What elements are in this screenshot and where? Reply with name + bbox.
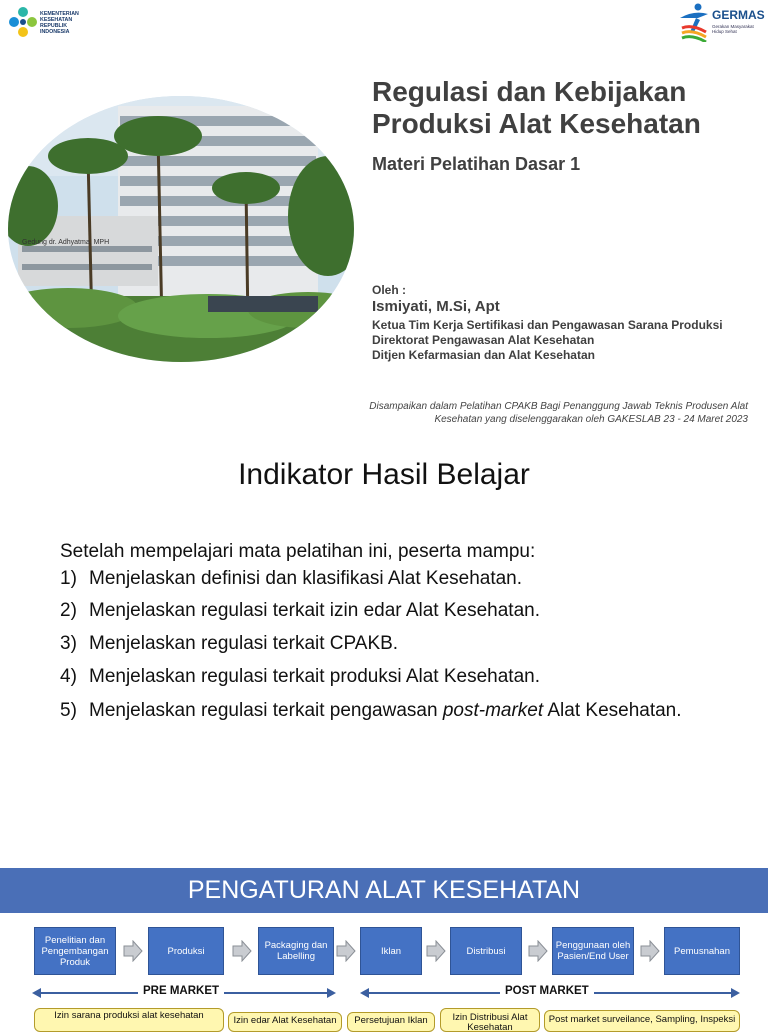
regulation-flow-slide [0, 864, 768, 1032]
objective-text: Menjelaskan regulasi terkait pengawasan [89, 700, 443, 721]
kemenkes-emblem-icon [8, 6, 38, 38]
objective-text: Menjelaskan regulasi terkait CPAKB. [89, 633, 399, 654]
germas-logo-tagline: Gerakan Masyarakat Hidup Sehat [712, 24, 754, 34]
objective-item [60, 698, 700, 723]
objective-text: Menjelaskan definisi dan klasifikasi Alat Kesehatan. [89, 568, 523, 589]
flow-step-usage: Penggunaan oleh Pasien/End User [552, 927, 634, 975]
objective-number: 1) [60, 568, 77, 589]
requirement-advertising-approval: Persetujuan Iklan [347, 1012, 435, 1032]
arrow-right-icon [528, 940, 548, 962]
objective-item [60, 631, 700, 656]
objective-text: Menjelaskan regulasi terkait izin edar Alat Kesehatan. [89, 600, 540, 621]
arrow-right-icon [640, 940, 660, 962]
presentation-title: Regulasi dan Kebijakan Produksi Alat Kesehatan [372, 76, 701, 139]
intro-text: Setelah mempelajari mata pelatihan ini, peserta mampu: [60, 541, 536, 562]
objective-number: 2) [60, 600, 77, 621]
building-photo [8, 96, 354, 362]
presentation-subtitle: Materi Pelatihan Dasar 1 [372, 154, 581, 174]
building-caption: Gedung dr. Adhyatma, MPH [22, 239, 110, 246]
kemenkes-logo [8, 6, 98, 42]
presenter-directorate-general: Ditjen Kefarmasian dan Alat Kesehatan [372, 348, 595, 362]
germas-logo-name: GERMAS [712, 8, 765, 22]
slide-title: PENGATURAN ALAT KESEHATAN [187, 876, 581, 904]
presenter-directorate: Direktorat Pengawasan Alat Kesehatan [372, 333, 595, 347]
objective-item [60, 664, 700, 689]
objective-text-italic: post-market [442, 700, 544, 721]
title-slide [0, 0, 768, 432]
germas-logo [676, 2, 766, 44]
slide-title: Indikator Hasil Belajar [238, 458, 530, 491]
flow-step-research: Penelitian dan Pengembangan Produk [34, 927, 116, 975]
by-label: Oleh : [372, 283, 407, 297]
objective-text: Menjelaskan regulasi terkait produksi Alat Kesehatan. [89, 666, 540, 687]
event-note: Disampaikan dalam Pelatihan CPAKB Bagi Penanggung Jawab Teknis Produsen Alat Kesehatan yang diselenggarakan oleh GAKESLAB 23 - 24 Maret 2023 [369, 401, 748, 425]
kemenkes-logo-text: KEMENTERIAN KESEHATAN REPUBLIK INDONESIA [40, 11, 79, 35]
post-market-label: POST MARKET [500, 985, 594, 997]
building-illustration [8, 96, 354, 362]
objective-number: 5) [60, 700, 77, 721]
presenter-name: Ismiyati, M.Si, Apt [372, 298, 500, 315]
arrow-right-icon [426, 940, 446, 962]
flow-step-production: Produksi [148, 927, 224, 975]
objective-number: 4) [60, 666, 77, 687]
objective-number: 3) [60, 633, 77, 654]
flow-step-distribution: Distribusi [450, 927, 522, 975]
flow-step-advertising: Iklan [360, 927, 422, 975]
objective-text-end: Alat Kesehatan. [543, 700, 682, 721]
flow-step-disposal: Pemusnahan [664, 927, 740, 975]
flow-step-packaging: Packaging dan Labelling [258, 927, 334, 975]
arrow-right-icon [123, 940, 143, 962]
requirement-distribution-license: Izin Distribusi Alat Kesehatan [440, 1008, 540, 1032]
germas-figure-icon [676, 2, 712, 42]
requirement-production-license: Izin sarana produksi alat kesehatan [34, 1008, 224, 1032]
objective-item [60, 598, 700, 623]
arrow-right-icon [232, 940, 252, 962]
requirement-marketing-authorization: Izin edar Alat Kesehatan [228, 1012, 342, 1032]
objective-item [60, 566, 700, 591]
learning-outcomes-slide [0, 432, 768, 864]
pre-market-label: PRE MARKET [138, 985, 224, 997]
requirement-post-market-surveillance: Post market surveilance, Sampling, Inspeksi [544, 1010, 740, 1032]
arrow-right-icon [336, 940, 356, 962]
presenter-role: Ketua Tim Kerja Sertifikasi dan Pengawasan Sarana Produksi [372, 318, 723, 332]
